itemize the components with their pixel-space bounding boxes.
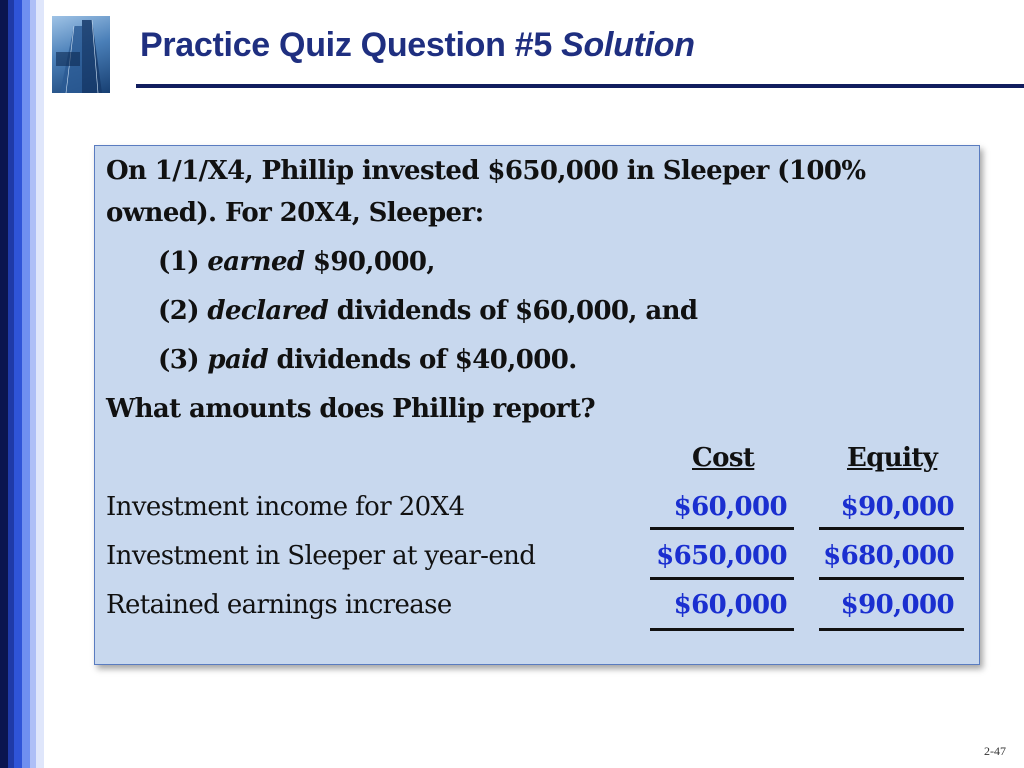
question-item-1 <box>158 247 435 277</box>
item-rest: dividends of $40,000. <box>268 345 577 375</box>
question-intro-line1: On 1/1/X4, Phillip invested $650,000 in Sleeper (100% <box>106 156 866 186</box>
column-header-cost: Cost <box>692 443 755 473</box>
row-label-retained-earnings: Retained earnings increase <box>106 590 452 620</box>
title-emphasis-text: Solution <box>561 26 695 64</box>
decorative-side-stripes <box>0 0 44 768</box>
title-main-text: Practice Quiz Question #5 <box>140 26 562 64</box>
title-underline-rule <box>136 84 1024 88</box>
item-verb: declared <box>207 296 329 326</box>
answer-underline <box>650 628 794 631</box>
equity-value-investment-income: $90,000 <box>840 492 954 522</box>
answer-underline <box>650 527 794 530</box>
column-header-equity: Equity <box>847 443 938 473</box>
row-label-investment-balance: Investment in Sleeper at year-end <box>106 541 536 571</box>
question-prompt: What amounts does Phillip report? <box>106 394 596 424</box>
row-label-investment-income: Investment income for 20X4 <box>106 492 465 522</box>
slide-title <box>140 26 695 65</box>
stripe <box>36 0 44 768</box>
answer-underline <box>819 577 964 580</box>
item-rest: $90,000, <box>304 247 435 277</box>
cost-value-investment-balance: $650,000 <box>656 541 787 571</box>
cost-value-retained-earnings: $60,000 <box>673 590 787 620</box>
question-intro-line2: owned). For 20X4, Sleeper: <box>106 198 484 228</box>
equity-value-retained-earnings: $90,000 <box>840 590 954 620</box>
question-item-2 <box>158 296 697 326</box>
item-prefix: (3) <box>158 345 208 375</box>
answer-underline <box>819 527 964 530</box>
equity-value-investment-balance: $680,000 <box>823 541 954 571</box>
answer-underline <box>650 577 794 580</box>
question-item-3 <box>158 345 577 375</box>
stripe <box>14 0 22 768</box>
stripe <box>22 0 30 768</box>
item-rest: dividends of $60,000, and <box>328 296 698 326</box>
cost-value-investment-income: $60,000 <box>673 492 787 522</box>
item-prefix: (1) <box>158 247 208 277</box>
page-number: 2-47 <box>984 744 1006 758</box>
stripe <box>0 0 8 768</box>
answer-underline <box>819 628 964 631</box>
item-verb: paid <box>207 345 269 375</box>
item-prefix: (2) <box>158 296 208 326</box>
book-cover-thumbnail <box>52 16 110 93</box>
item-verb: earned <box>207 247 305 277</box>
building-illustration <box>52 16 110 93</box>
